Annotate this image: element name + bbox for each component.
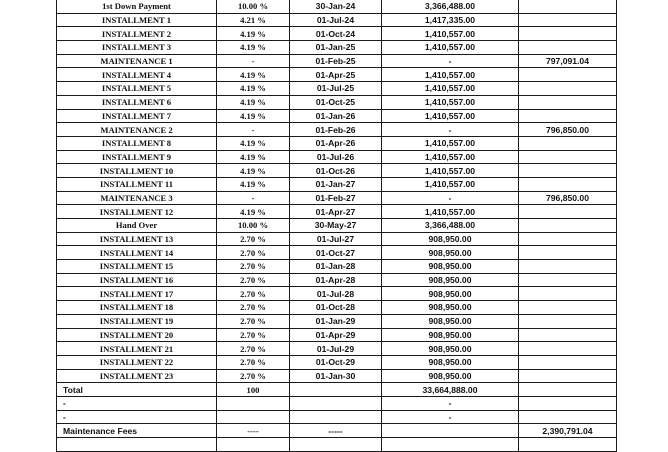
table-row [57, 301, 617, 315]
dash-row [57, 396, 617, 410]
installment-name: INSTALLMENT 11 [57, 177, 217, 191]
maintenance-amount [519, 301, 617, 315]
installment-name: INSTALLMENT 22 [57, 355, 217, 369]
empty-cell [290, 396, 382, 410]
blank-cell [290, 438, 382, 452]
maintenance-amount [519, 95, 617, 109]
installment-date: 30-May-27 [290, 219, 382, 233]
installment-amount: 1,410,557.00 [382, 82, 519, 96]
installment-amount: 908,950.00 [382, 314, 519, 328]
maintenance-amount [519, 342, 617, 356]
installment-date: 01-Jul-26 [290, 150, 382, 164]
maintenance-amount [519, 355, 617, 369]
installment-amount: 908,950.00 [382, 301, 519, 315]
installment-amount: 908,950.00 [382, 328, 519, 342]
installment-name: INSTALLMENT 7 [57, 109, 217, 123]
table-row [57, 328, 617, 342]
installment-percent: 4.19 % [217, 164, 290, 178]
installment-date: 01-Oct-25 [290, 95, 382, 109]
maintenance-fees-amount [382, 424, 519, 438]
installment-date: 01-Jan-27 [290, 177, 382, 191]
installment-percent: 4.19 % [217, 95, 290, 109]
maintenance-amount: 797,091.04 [519, 54, 617, 68]
maintenance-amount [519, 109, 617, 123]
installment-date: 01-Feb-27 [290, 191, 382, 205]
installment-amount: - [382, 54, 519, 68]
installment-percent: 2.70 % [217, 369, 290, 383]
blank-cell [57, 438, 217, 452]
installment-percent: 2.70 % [217, 314, 290, 328]
table-row [57, 123, 617, 137]
installment-name: INSTALLMENT 1 [57, 13, 217, 27]
maintenance-amount: 796,850.00 [519, 191, 617, 205]
maintenance-amount [519, 41, 617, 55]
installment-date: 01-Oct-26 [290, 164, 382, 178]
installment-name: INSTALLMENT 17 [57, 287, 217, 301]
maintenance-amount [519, 150, 617, 164]
table-row [57, 219, 617, 233]
installment-amount: 3,366,488.00 [382, 0, 519, 13]
installment-date: 01-Apr-26 [290, 136, 382, 150]
installment-date: 01-Feb-25 [290, 54, 382, 68]
installment-percent: 2.70 % [217, 301, 290, 315]
blank-cell [382, 438, 519, 452]
maintenance-amount [519, 314, 617, 328]
installment-date: 01-Apr-29 [290, 328, 382, 342]
payment-schedule-table [56, 0, 617, 452]
maintenance-amount [519, 0, 617, 13]
empty-cell [217, 410, 290, 424]
payment-schedule [56, 0, 616, 452]
installment-name: INSTALLMENT 20 [57, 328, 217, 342]
installment-amount: 1,410,557.00 [382, 68, 519, 82]
maintenance-amount [519, 246, 617, 260]
table-row [57, 68, 617, 82]
empty-cell [519, 410, 617, 424]
blank-cell [519, 438, 617, 452]
installment-date: 01-Oct-29 [290, 355, 382, 369]
maintenance-fees-row [57, 424, 617, 438]
installment-date: 01-Jan-26 [290, 109, 382, 123]
dash-amount: - [382, 396, 519, 410]
table-row [57, 273, 617, 287]
installment-amount: 908,950.00 [382, 369, 519, 383]
installment-date: 01-Apr-27 [290, 205, 382, 219]
maintenance-fees-label: Maintenance Fees [57, 424, 217, 438]
dash-row [57, 410, 617, 424]
installment-name: INSTALLMENT 15 [57, 260, 217, 274]
installment-percent: 4.19 % [217, 205, 290, 219]
empty-cell [519, 396, 617, 410]
total-date [290, 383, 382, 397]
installment-name: INSTALLMENT 9 [57, 150, 217, 164]
installment-name: INSTALLMENT 18 [57, 301, 217, 315]
installment-percent: 2.70 % [217, 273, 290, 287]
maintenance-fees-total: 2,390,791.04 [519, 424, 617, 438]
maintenance-amount [519, 177, 617, 191]
table-row [57, 246, 617, 260]
installment-amount: 1,417,335.00 [382, 13, 519, 27]
table-row [57, 287, 617, 301]
installment-percent: 10.00 % [217, 0, 290, 13]
installment-date: 01-Apr-28 [290, 273, 382, 287]
maintenance-amount [519, 369, 617, 383]
maintenance-amount [519, 82, 617, 96]
installment-percent: 10.00 % [217, 219, 290, 233]
installment-percent: 4.21 % [217, 13, 290, 27]
dash-label: - [57, 396, 217, 410]
installment-percent: 4.19 % [217, 27, 290, 41]
installment-date: 01-Feb-26 [290, 123, 382, 137]
installment-amount: 3,366,488.00 [382, 219, 519, 233]
table-row [57, 54, 617, 68]
installment-name: 1st Down Payment [57, 0, 217, 13]
maintenance-fees-percent: ---- [217, 424, 290, 438]
installment-name: INSTALLMENT 10 [57, 164, 217, 178]
installment-percent: 4.19 % [217, 41, 290, 55]
empty-cell [217, 396, 290, 410]
installment-percent: 2.70 % [217, 342, 290, 356]
installment-percent: 4.19 % [217, 150, 290, 164]
installment-name: INSTALLMENT 21 [57, 342, 217, 356]
installment-percent: 4.19 % [217, 177, 290, 191]
dash-label: - [57, 410, 217, 424]
installment-percent: 2.70 % [217, 287, 290, 301]
installment-name: MAINTENANCE 1 [57, 54, 217, 68]
installment-percent: 4.19 % [217, 136, 290, 150]
installment-percent: 2.70 % [217, 232, 290, 246]
total-percent: 100 [217, 383, 290, 397]
table-row [57, 342, 617, 356]
empty-cell [290, 410, 382, 424]
total-amount: 33,664,888.00 [382, 383, 519, 397]
maintenance-amount [519, 13, 617, 27]
installment-amount: 1,410,557.00 [382, 109, 519, 123]
installment-amount: - [382, 123, 519, 137]
maintenance-amount [519, 68, 617, 82]
maintenance-amount: 796,850.00 [519, 123, 617, 137]
installment-name: INSTALLMENT 2 [57, 27, 217, 41]
blank-row [57, 438, 617, 452]
installment-amount: 1,410,557.00 [382, 150, 519, 164]
installment-amount: 1,410,557.00 [382, 205, 519, 219]
installment-amount: 908,950.00 [382, 246, 519, 260]
dash-amount: - [382, 410, 519, 424]
total-row [57, 383, 617, 397]
installment-name: INSTALLMENT 3 [57, 41, 217, 55]
installment-name: INSTALLMENT 4 [57, 68, 217, 82]
installment-name: INSTALLMENT 6 [57, 95, 217, 109]
installment-date: 01-Oct-24 [290, 27, 382, 41]
installment-percent: - [217, 123, 290, 137]
installment-percent: - [217, 54, 290, 68]
installment-amount: 908,950.00 [382, 260, 519, 274]
table-row [57, 109, 617, 123]
maintenance-amount [519, 287, 617, 301]
maintenance-amount [519, 260, 617, 274]
maintenance-amount [519, 136, 617, 150]
installment-amount: 1,410,557.00 [382, 41, 519, 55]
installment-name: INSTALLMENT 16 [57, 273, 217, 287]
table-row [57, 150, 617, 164]
installment-name: INSTALLMENT 5 [57, 82, 217, 96]
installment-amount: 908,950.00 [382, 232, 519, 246]
installment-date: 01-Jan-28 [290, 260, 382, 274]
installment-amount: - [382, 191, 519, 205]
table-row [57, 191, 617, 205]
installment-amount: 1,410,557.00 [382, 164, 519, 178]
maintenance-amount [519, 205, 617, 219]
table-row [57, 164, 617, 178]
installment-date: 01-Oct-28 [290, 301, 382, 315]
installment-name: MAINTENANCE 3 [57, 191, 217, 205]
installment-name: INSTALLMENT 13 [57, 232, 217, 246]
installment-date: 01-Jul-29 [290, 342, 382, 356]
maintenance-amount [519, 328, 617, 342]
installment-percent: 4.19 % [217, 109, 290, 123]
total-maintenance [519, 383, 617, 397]
table-row [57, 82, 617, 96]
installment-name: INSTALLMENT 23 [57, 369, 217, 383]
installment-date: 01-Jul-28 [290, 287, 382, 301]
table-row [57, 13, 617, 27]
installment-percent: 2.70 % [217, 355, 290, 369]
installment-date: 01-Jul-25 [290, 82, 382, 96]
installment-name: INSTALLMENT 14 [57, 246, 217, 260]
installment-date: 01-Jan-30 [290, 369, 382, 383]
installment-amount: 1,410,557.00 [382, 95, 519, 109]
installment-percent: 4.19 % [217, 68, 290, 82]
table-row [57, 41, 617, 55]
table-row [57, 205, 617, 219]
installment-amount: 908,950.00 [382, 342, 519, 356]
installment-amount: 1,410,557.00 [382, 27, 519, 41]
installment-amount: 908,950.00 [382, 273, 519, 287]
installment-name: INSTALLMENT 19 [57, 314, 217, 328]
installment-percent: 2.70 % [217, 246, 290, 260]
maintenance-amount [519, 164, 617, 178]
installment-amount: 1,410,557.00 [382, 136, 519, 150]
table-row [57, 95, 617, 109]
table-row [57, 355, 617, 369]
maintenance-amount [519, 273, 617, 287]
installment-name: Hand Over [57, 219, 217, 233]
table-row [57, 314, 617, 328]
maintenance-amount [519, 232, 617, 246]
total-label: Total [57, 383, 217, 397]
maintenance-amount [519, 27, 617, 41]
blank-cell [217, 438, 290, 452]
installment-name: INSTALLMENT 8 [57, 136, 217, 150]
maintenance-amount [519, 219, 617, 233]
installment-date: 01-Jan-29 [290, 314, 382, 328]
table-row [57, 27, 617, 41]
installment-amount: 908,950.00 [382, 287, 519, 301]
installment-date: 01-Apr-25 [290, 68, 382, 82]
installment-date: 30-Jan-24 [290, 0, 382, 13]
table-row [57, 177, 617, 191]
installment-percent: 4.19 % [217, 82, 290, 96]
maintenance-fees-date: ----- [290, 424, 382, 438]
installment-name: MAINTENANCE 2 [57, 123, 217, 137]
installment-amount: 1,410,557.00 [382, 177, 519, 191]
table-row [57, 369, 617, 383]
table-row [57, 232, 617, 246]
installment-date: 01-Jul-27 [290, 232, 382, 246]
installment-percent: - [217, 191, 290, 205]
table-row [57, 136, 617, 150]
installment-amount: 908,950.00 [382, 355, 519, 369]
installment-percent: 2.70 % [217, 328, 290, 342]
table-row [57, 0, 617, 13]
table-row [57, 260, 617, 274]
installment-date: 01-Oct-27 [290, 246, 382, 260]
installment-percent: 2.70 % [217, 260, 290, 274]
installment-date: 01-Jan-25 [290, 41, 382, 55]
installment-date: 01-Jul-24 [290, 13, 382, 27]
installment-name: INSTALLMENT 12 [57, 205, 217, 219]
